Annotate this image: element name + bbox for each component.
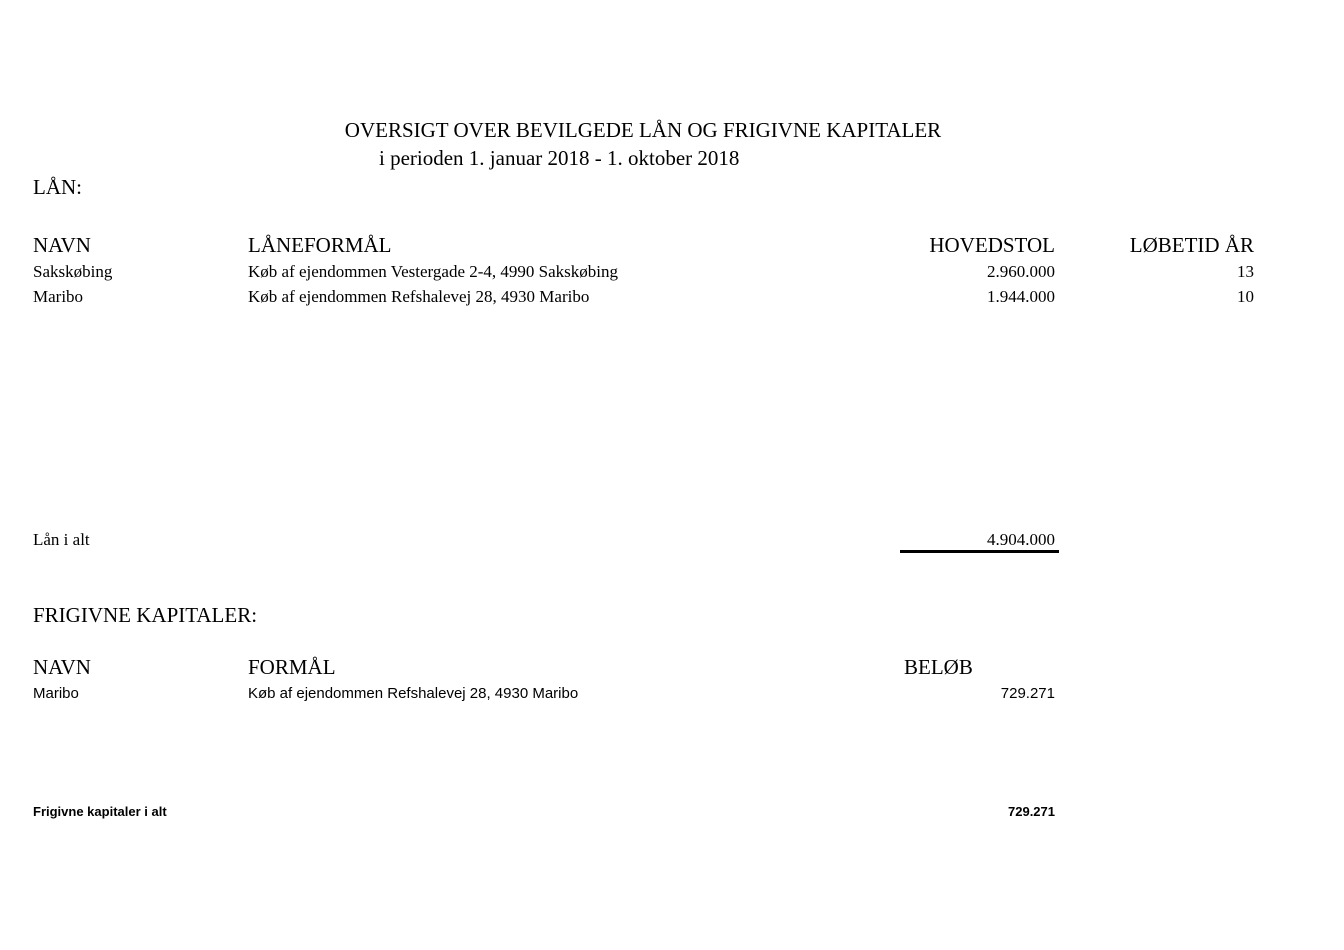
capitals-header-purpose: FORMÅL bbox=[248, 655, 336, 679]
loan-principal: 1.944.000 bbox=[987, 287, 1055, 306]
capitals-total-label: Frigivne kapitaler i alt bbox=[33, 804, 167, 819]
loan-term: 13 bbox=[1237, 262, 1254, 281]
loan-name: Sakskøbing bbox=[33, 262, 113, 281]
loans-header-term: LØBETID ÅR bbox=[1129, 233, 1254, 257]
loans-header-name: NAVN bbox=[33, 233, 91, 257]
capital-name: Maribo bbox=[33, 685, 79, 702]
capitals-section-label: FRIGIVNE KAPITALER: bbox=[33, 603, 258, 627]
loans-header-principal: HOVEDSTOL bbox=[929, 233, 1055, 257]
capitals-header-amount: BELØB bbox=[904, 655, 973, 679]
document-subtitle: i perioden 1. januar 2018 - 1. oktober 2018 bbox=[379, 146, 740, 170]
loan-purpose: Køb af ejendommen Refshalevej 28, 4930 Maribo bbox=[248, 287, 590, 306]
capitals-header-name: NAVN bbox=[33, 655, 91, 679]
loan-name: Maribo bbox=[33, 287, 84, 306]
total-underline bbox=[900, 550, 1059, 553]
document-title: OVERSIGT OVER BEVILGEDE LÅN OG FRIGIVNE KAPITALER bbox=[344, 118, 942, 142]
capital-amount: 729.271 bbox=[1000, 685, 1055, 702]
capital-purpose: Køb af ejendommen Refshalevej 28, 4930 Maribo bbox=[248, 685, 579, 702]
capitals-total-value: 729.271 bbox=[1008, 804, 1055, 819]
loans-header-purpose: LÅNEFORMÅL bbox=[248, 233, 392, 257]
loans-total-value: 4.904.000 bbox=[987, 530, 1055, 549]
loan-principal: 2.960.000 bbox=[987, 262, 1055, 281]
loans-section-label: LÅN: bbox=[33, 175, 82, 199]
loan-purpose: Køb af ejendommen Vestergade 2-4, 4990 Sakskøbing bbox=[248, 262, 618, 281]
loan-term: 10 bbox=[1237, 287, 1254, 306]
loans-total-label: Lån i alt bbox=[33, 530, 90, 549]
